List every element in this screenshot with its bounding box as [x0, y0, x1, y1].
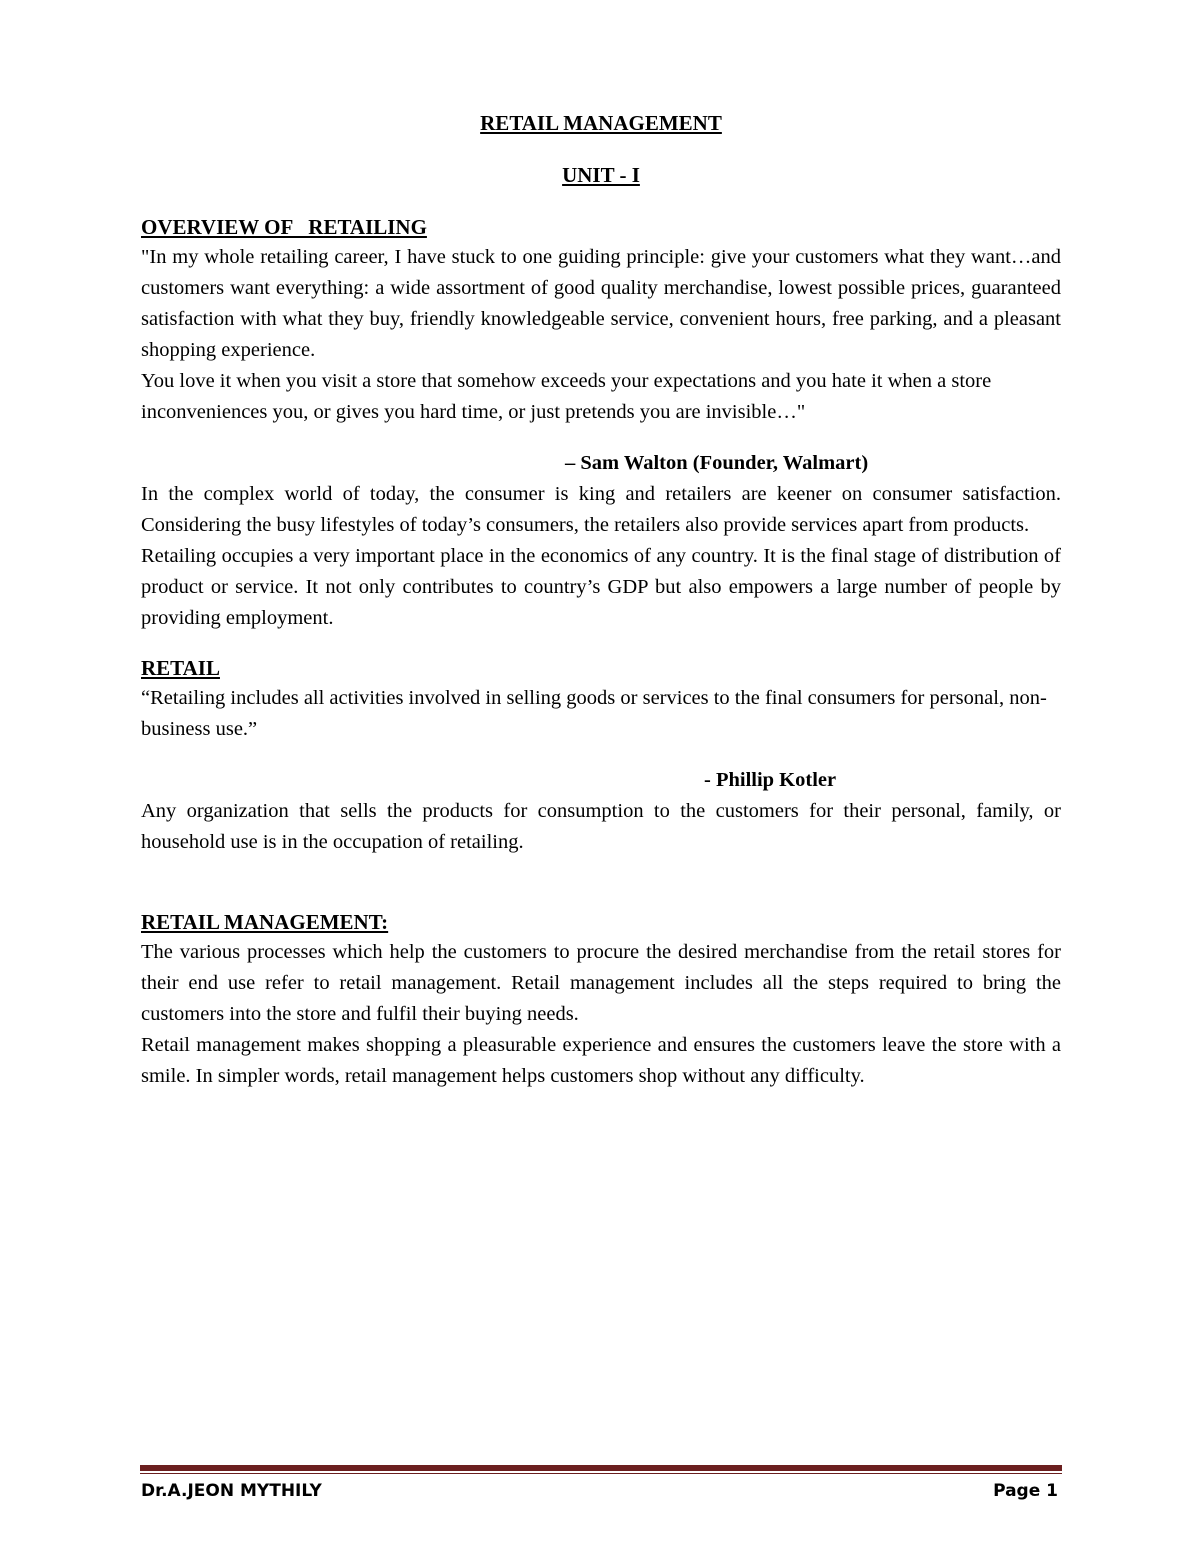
retail-management-heading: RETAIL MANAGEMENT:: [141, 910, 389, 934]
complex-world-paragraph: In the complex world of today, the consumer is king and retailers are keener on consumer satisfaction. Considering the busy lifestyles of today’s consumers, the retailers also provide services apart from products.: [141, 483, 1061, 536]
footer-author: Dr.A.JEON MYTHILY: [141, 1481, 322, 1501]
retailing-importance-paragraph: Retailing occupies a very important place in the economics of any country. It is the final stage of distribution of product or service. It not only contributes to country’s GDP but also empowers a large number of people by providing employment.: [141, 545, 1061, 629]
page-footer: [141, 1478, 1058, 1504]
footer-rule: [140, 1465, 1062, 1471]
document-title: RETAIL MANAGEMENT: [480, 111, 722, 135]
pleasurable-experience-paragraph: Retail management makes shopping a pleasurable experience and ensures the customers leave the store with a smile. In simpler words, retail management helps customers shop without any difficulty.: [141, 1034, 1061, 1087]
kotler-attribution: - Phillip Kotler: [704, 769, 837, 791]
walton-quote-paragraph-2: You love it when you visit a store that somehow exceeds your expectations and you hate it when a store inconveniences you, or gives you hard time, or just pretends you are invisible…": [141, 370, 992, 423]
retail-definition: “Retailing includes all activities involved in selling goods or services to the final consumers for personal, non-business use.”: [141, 687, 1047, 740]
any-organization-paragraph: Any organization that sells the products for consumption to the customers for their personal, family, or household use is in the occupation of retailing.: [141, 800, 1061, 853]
retail-heading: RETAIL: [141, 656, 220, 680]
walton-attribution: – Sam Walton (Founder, Walmart): [565, 452, 869, 474]
walton-quote-paragraph-1: "In my whole retailing career, I have stuck to one guiding principle: give your customers what they want…and customers want everything: a wide assortment of good quality merchandise, lowest possible prices, guaranteed satisfaction with what they buy, friendly knowledgeable service, convenient hours, free parking, and a pleasant shopping experience.: [141, 246, 1061, 361]
overview-heading: OVERVIEW OF RETAILING: [141, 215, 427, 239]
page-content: [141, 108, 1061, 1092]
various-processes-paragraph: The various processes which help the customers to procure the desired merchandise from the retail stores for their end use refer to retail management. Retail management includes all the steps required to bring the customers into the store and fulfil their buying needs.: [141, 941, 1061, 1025]
footer-rule-thin: [140, 1473, 1062, 1474]
unit-title: UNIT - I: [562, 163, 640, 187]
footer-page-number: Page 1: [993, 1481, 1058, 1501]
